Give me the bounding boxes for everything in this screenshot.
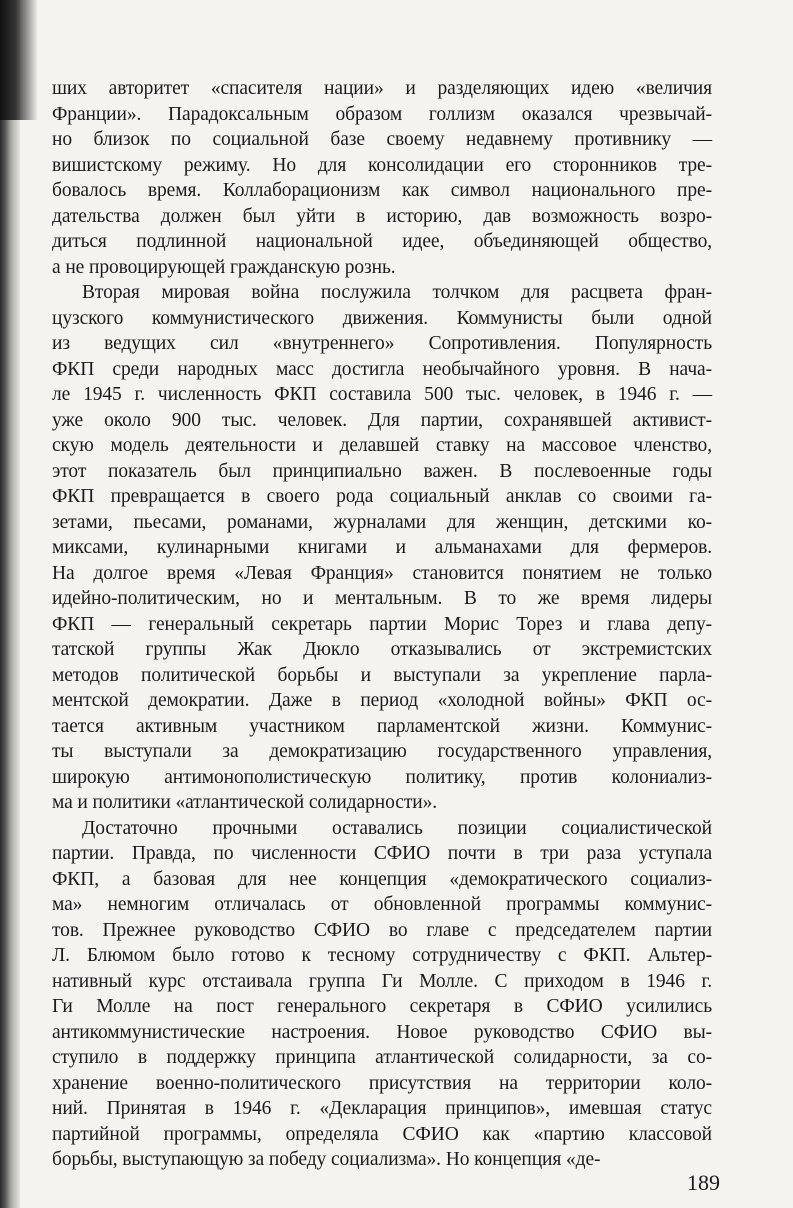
text-line: антикоммунистические настроения. Новое руководство СФИО вы- [52,1021,712,1043]
text-line: зетами, пьесами, романами, журналами для женщин, детскими ко- [52,511,712,533]
text-line: ступило в поддержку принципа атлантической солидарности, за со- [52,1047,712,1068]
text-line: широкую антимонополистическую политику, против колониализ- [52,766,712,788]
text-line: хранение военно-политического присутствия на территории коло- [52,1072,712,1094]
text-line: идейно-политическим, но и ментальным. В то же время лидеры [52,588,712,609]
text-line: ших авторитет «спасителя нации» и разделяющих идею «величия [52,78,712,99]
text-line: Франции». Парадоксальным образом голлизм оказался чрезвычай- [52,103,712,125]
text-line: ментской демократии. Даже в период «холодной войны» ФКП ос- [52,690,712,711]
text-line: скую модель деятельности и делавшей ставку на массовое членство, [52,435,712,456]
paragraph [52,816,712,1173]
text-line: борьбы, выступающую за победу социализма». Но концепция «де- [52,1149,601,1170]
book-binding-dark-corner [0,0,38,120]
text-line: татской группы Жак Дюкло отказывались от экстремистских [52,639,712,660]
text-line: ты выступали за демократизацию государственного управления, [52,741,712,762]
text-line: тается активным участником парламентской жизни. Коммунис- [52,715,712,737]
text-line: ма» немногим отличалась от обновленной программы коммунис- [52,894,712,915]
text-line: тов. Прежнее руководство СФИО во главе с председателем партии [52,919,712,941]
text-line: вишистскому режиму. Но для консолидации его сторонников тре- [52,154,712,176]
text-line: На долгое время «Левая Франция» становится понятием не только [52,562,712,584]
text-line: ФКП среди народных масс достигла необычайного уровня. В нача- [52,358,712,380]
text-line: ФКП превращается в своего рода социальный анклав со своими га- [52,486,712,507]
text-line: ма и политики «атлантической солидарности». [52,792,437,813]
text-line: нативный курс отстаивала группа Ги Молле. С приходом в 1946 г. [52,970,712,992]
text-line: бовалось время. Коллаборационизм как символ национального пре- [52,180,712,201]
text-line: партии. Правда, по численности СФИО почти в три раза уступала [52,843,712,864]
paragraph [52,76,712,280]
text-line: Вторая мировая война послужила толчком для расцвета фран- [82,282,712,303]
book-binding-shadow [0,0,20,1208]
text-line: ФКП, а базовая для нее концепция «демократического социализ- [52,868,712,890]
text-line: дательства должен был уйти в историю, дав возможность возро- [52,205,712,227]
paragraph [52,280,712,816]
text-line: методов политической борьбы и выступали за укрепление парла- [52,664,712,686]
text-line: а не провоцирующей гражданскую рознь. [52,256,396,278]
text-line: но близок по социальной базе своему недавнему противнику — [52,129,712,150]
page-number: 189 [687,1170,720,1195]
page-text [52,76,712,1173]
text-line: диться подлинной национальной идее, объединяющей общество, [52,231,712,252]
text-line: партийной программы, определяла СФИО как «партию классовой [52,1123,712,1145]
text-line: ФКП — генеральный секретарь партии Морис Торез и глава депу- [52,613,712,635]
text-line: ний. Принятая в 1946 г. «Декларация принципов», имевшая статус [52,1098,712,1119]
text-line: цузского коммунистического движения. Коммунисты были одной [52,307,712,329]
text-line: Л. Блюмом было готово к тесному сотрудничеству с ФКП. Альтер- [52,945,712,966]
text-line: из ведущих сил «внутреннего» Сопротивления. Популярность [52,333,712,354]
text-line: миксами, кулинарными книгами и альманахами для фермеров. [52,537,712,558]
text-line: уже около 900 тыс. человек. Для партии, сохранявшей активист- [52,409,712,431]
text-line: Ги Молле на пост генерального секретаря в СФИО усилились [52,996,712,1017]
text-line: этот показатель был принципиально важен. В послевоенные годы [52,460,712,482]
text-line: ле 1945 г. численность ФКП составила 500 тыс. человек, в 1946 г. — [52,384,712,405]
text-line: Достаточно прочными оставались позиции социалистической [82,817,712,839]
